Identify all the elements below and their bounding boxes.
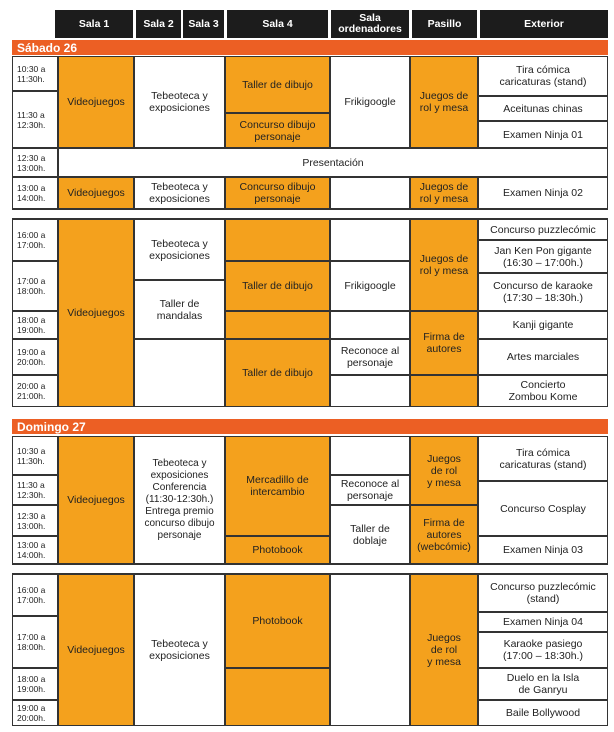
- event-taller-dibujo: Taller de dibujo: [225, 56, 330, 113]
- event-videojuegos: Videojuegos: [58, 219, 134, 407]
- column-header-sala-1: Sala 1: [55, 10, 133, 38]
- column-header-sala-2: Sala 2: [136, 10, 181, 38]
- column-header-sala-ordenadores: Sala ordenadores: [331, 10, 409, 38]
- separator: [12, 564, 608, 574]
- event-frikigoogle: Frikigoogle: [330, 56, 410, 148]
- event-tebeoteca: Tebeoteca y exposiciones: [134, 574, 225, 726]
- event-taller-dibujo: Taller de dibujo: [225, 261, 330, 311]
- event-exterior: Tira cómica caricaturas (stand): [478, 56, 608, 96]
- time-slot: 19:00 a 20:00h.: [12, 339, 58, 375]
- event-exterior: Examen Ninja 04: [478, 612, 608, 632]
- event-exterior: Concurso puzzlecómic (stand): [478, 574, 608, 612]
- event-juegos-rol: Juegos de rol y mesa: [410, 56, 478, 148]
- event-exterior: Concurso de karaoke (17:30 – 18:30h.): [478, 273, 608, 311]
- event-videojuegos: Videojuegos: [58, 574, 134, 726]
- event-exterior: Artes marciales: [478, 339, 608, 375]
- event-exterior: Concurso puzzlecómic: [478, 219, 608, 240]
- event-empty: [330, 177, 410, 209]
- time-slot: 13:00 a 14:00h.: [12, 536, 58, 564]
- time-slot: 17:00 a 18:00h.: [12, 261, 58, 311]
- time-slot: 18:00 a 19:00h.: [12, 668, 58, 700]
- event-exterior: Karaoke pasiego (17:00 – 18:30h.): [478, 632, 608, 668]
- event-juegos-rol: Juegos de rol y mesa: [410, 219, 478, 311]
- event-juegos-rol: Juegos de rol y mesa: [410, 574, 478, 726]
- event-reconoce: Reconoce al personaje: [330, 475, 410, 505]
- event-empty: [330, 574, 410, 726]
- event-taller-mandalas: Taller de mandalas: [134, 280, 225, 339]
- event-concurso-dibujo: Concurso dibujo personaje: [225, 177, 330, 209]
- event-taller-doblaje: Taller de doblaje: [330, 505, 410, 564]
- event-photobook: Photobook: [225, 536, 330, 564]
- event-empty: [330, 436, 410, 475]
- time-slot: 11:30 a 12:30h.: [12, 475, 58, 505]
- event-empty: [330, 375, 410, 407]
- time-slot: 17:00 a 18:00h.: [12, 616, 58, 668]
- time-slot: 13:00 a 14:00h.: [12, 177, 58, 209]
- event-empty: [410, 375, 478, 407]
- event-empty: [330, 311, 410, 339]
- event-presentacion: Presentación: [58, 148, 608, 177]
- event-exterior: Concurso Cosplay: [478, 481, 608, 536]
- time-slot: 16:00 a 17:00h.: [12, 219, 58, 261]
- event-mercadillo: Mercadillo de intercambio: [225, 436, 330, 536]
- time-slot: 18:00 a 19:00h.: [12, 311, 58, 339]
- separator: [12, 209, 608, 219]
- event-juegos-rol: Juegos de rol y mesa: [410, 177, 478, 209]
- time-slot: 10:30 a 11:30h.: [12, 56, 58, 91]
- event-exterior: Examen Ninja 03: [478, 536, 608, 564]
- time-slot: 10:30 a 11:30h.: [12, 436, 58, 475]
- event-empty: [330, 219, 410, 261]
- event-juegos-rol: Juegos de rol y mesa: [410, 436, 478, 505]
- time-slot: 20:00 a 21:00h.: [12, 375, 58, 407]
- event-exterior: Examen Ninja 02: [478, 177, 608, 209]
- day-bar-saturday: Sábado 26: [12, 40, 608, 55]
- time-slot: 16:00 a 17:00h.: [12, 574, 58, 616]
- event-concurso-dibujo: Concurso dibujo personaje: [225, 113, 330, 148]
- time-slot: 12:30 a 13:00h.: [12, 505, 58, 536]
- event-tebeoteca: Tebeoteca y exposiciones: [134, 219, 225, 280]
- column-header-exterior: Exterior: [480, 10, 608, 38]
- column-header-pasillo: Pasillo: [412, 10, 477, 38]
- time-slot: 12:30 a 13:00h.: [12, 148, 58, 177]
- event-exterior: Concierto Zombou Kome: [478, 375, 608, 407]
- event-exterior: Tira cómica caricaturas (stand): [478, 436, 608, 481]
- event-tebeoteca: Tebeoteca y exposiciones: [134, 177, 225, 209]
- event-frikigoogle: Frikigoogle: [330, 261, 410, 311]
- event-firma-autores: Firma de autores (webcómic): [410, 505, 478, 564]
- event-empty: [225, 668, 330, 726]
- event-tebeoteca: Tebeoteca y exposiciones: [134, 56, 225, 148]
- event-exterior: Kanji gigante: [478, 311, 608, 339]
- event-tebeoteca-conferencia: Tebeoteca y exposiciones Conferencia (11:30-12:30h.) Entrega premio concurso dibujo personaje: [134, 436, 225, 564]
- event-exterior: Duelo en la Isla de Ganryu: [478, 668, 608, 700]
- event-taller-dibujo: Taller de dibujo: [225, 339, 330, 407]
- day-bar-sunday: Domingo 27: [12, 419, 608, 434]
- event-exterior: Aceitunas chinas: [478, 96, 608, 121]
- event-exterior: Baile Bollywood: [478, 700, 608, 726]
- column-header-sala-3: Sala 3: [183, 10, 224, 38]
- event-firma-autores: Firma de autores: [410, 311, 478, 375]
- event-empty: [225, 311, 330, 339]
- event-exterior: Examen Ninja 01: [478, 121, 608, 148]
- event-videojuegos: Videojuegos: [58, 177, 134, 209]
- event-videojuegos: Videojuegos: [58, 436, 134, 564]
- column-header-sala-4: Sala 4: [227, 10, 328, 38]
- event-empty: [134, 339, 225, 407]
- time-slot: 19:00 a 20:00h.: [12, 700, 58, 726]
- event-photobook: Photobook: [225, 574, 330, 668]
- event-videojuegos: Videojuegos: [58, 56, 134, 148]
- event-exterior: Jan Ken Pon gigante (16:30 – 17:00h.): [478, 240, 608, 273]
- event-reconoce: Reconoce al personaje: [330, 339, 410, 375]
- time-slot: 11:30 a 12:30h.: [12, 91, 58, 148]
- event-empty: [225, 219, 330, 261]
